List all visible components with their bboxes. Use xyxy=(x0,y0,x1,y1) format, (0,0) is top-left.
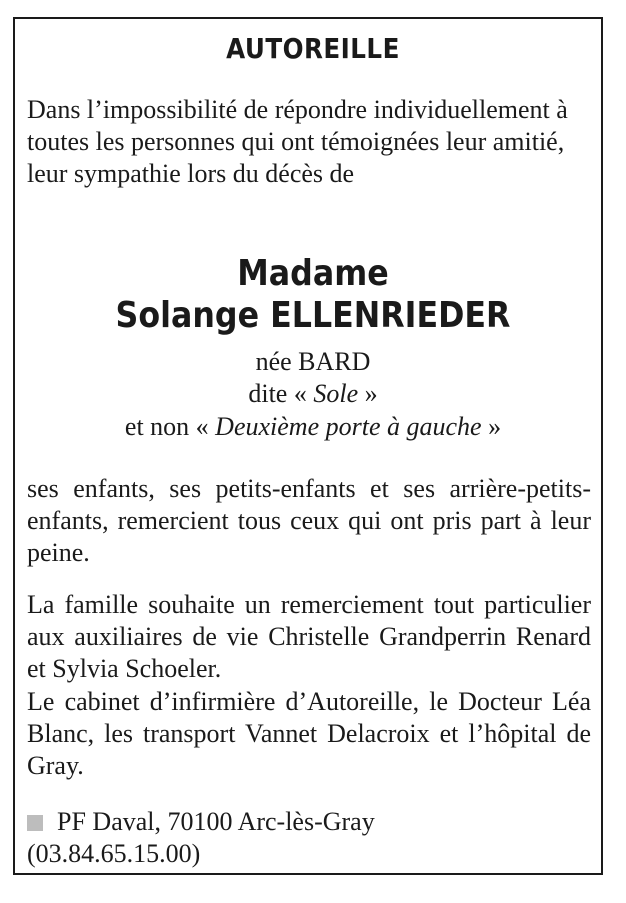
cabinet-thanks-paragraph: Le cabinet d’infirmière d’Autoreille, le Docteur Léa Blanc, les transport Vannet Delacroix et l’hôpital de Gray. xyxy=(27,687,591,780)
maiden-name: née BARD xyxy=(255,347,371,376)
funeral-home: PF Daval, 70100 Arc-lès-Gray xyxy=(57,807,375,836)
not-nickname-line xyxy=(0,411,626,443)
intro-paragraph: Dans l’impossibilité de répondre individuellement à toutes les personnes qui ont témoignées leur amitié, leur sympathie lors du décès de xyxy=(27,95,568,188)
deceased-name: Solange ELLENRIEDER xyxy=(115,295,511,336)
not-nickname-suffix: » xyxy=(481,412,502,441)
family-thanks-paragraph: ses enfants, ses petits-enfants et ses arrière-petits-enfants, remercient tous ceux qui ont pris part à leur peine. xyxy=(27,474,591,567)
nickname-suffix: » xyxy=(358,379,378,408)
nickname: Sole xyxy=(313,379,359,408)
deceased-name-title: Madame xyxy=(237,253,389,294)
notice-title: AUTOREILLE xyxy=(226,32,400,65)
not-nickname: Deuxième porte à gauche xyxy=(215,412,482,441)
funeral-home-line xyxy=(27,806,591,838)
nickname-prefix: dite « xyxy=(248,379,314,408)
not-nickname-prefix: et non « xyxy=(124,412,216,441)
nickname-line xyxy=(0,378,626,410)
special-thanks-paragraph: La famille souhaite un remerciement tout particulier aux auxiliaires de vie Christelle Grandperrin Renard et Sylvia Schoeler. xyxy=(27,590,591,683)
funeral-home-phone: (03.84.65.15.00) xyxy=(27,839,201,868)
square-bullet-icon xyxy=(27,815,43,831)
